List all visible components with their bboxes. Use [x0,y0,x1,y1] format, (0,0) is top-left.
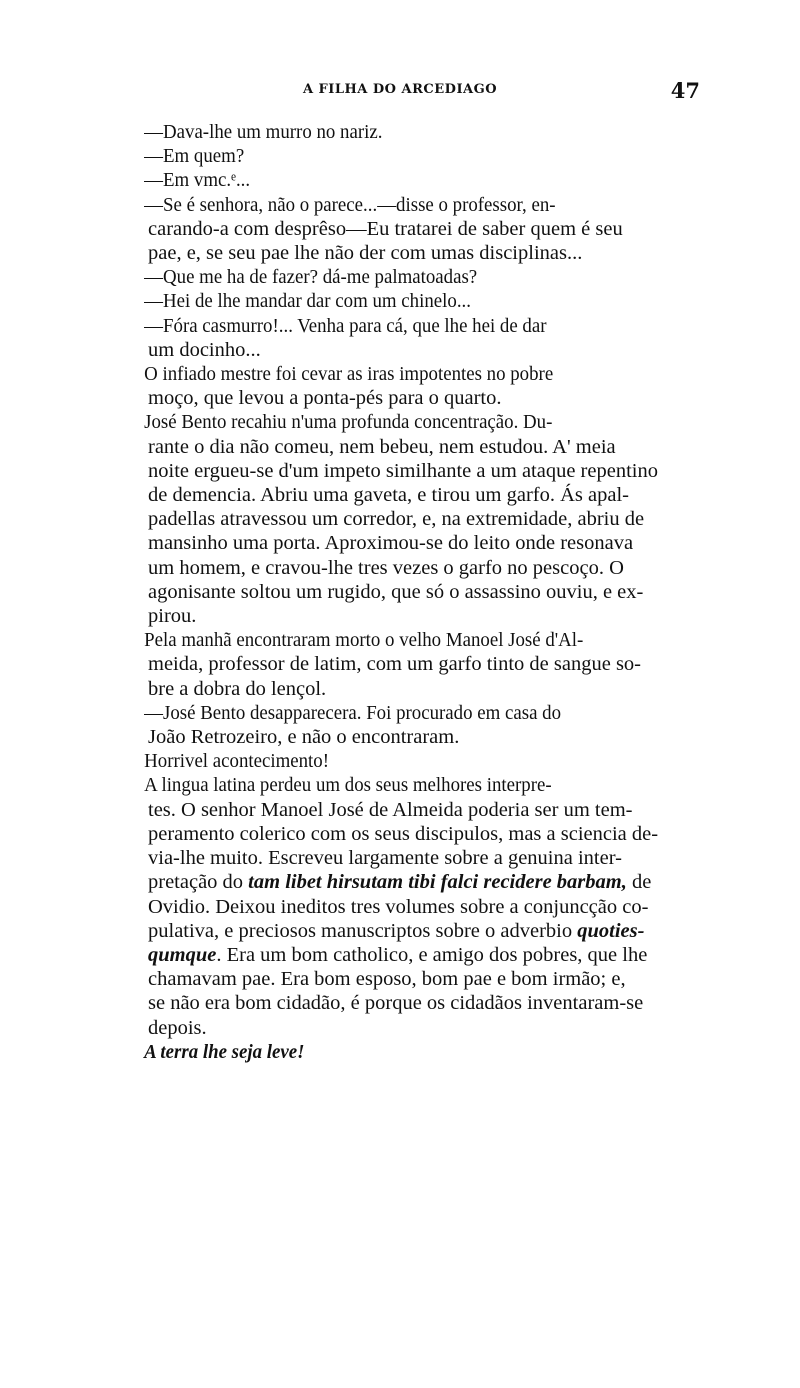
paragraph [100,628,700,701]
text-line: peramento colerico com os seus discipulos, mas a sciencia de- [148,822,659,845]
text-line: de demencia. Abriu uma gaveta, e tirou um garfo. Ás apal- [148,484,630,507]
text-line [100,919,700,943]
text-line: —Fóra casmurro!... Venha para cá, que lhe hei de dar [144,314,547,337]
text-line: pae, e, se seu pae lhe não der com umas disciplinas... [148,242,583,265]
text-line [100,943,700,967]
paragraph [100,749,700,773]
text-line: —José Bento desapparecera. Foi procurado em casa do [144,701,562,724]
text-line: bre a dobra do lençol. [148,677,327,700]
paragraph [100,193,700,266]
text-line: chamavam pae. Era bom esposo, bom pae e bom irmão; e, [148,968,626,991]
text-line: —Hei de lhe mandar dar com um chinelo... [144,290,471,313]
text-line: Ovidio. Deixou ineditos tres volumes sobre a conjuncção co- [148,895,649,918]
text-line: —Que me ha de fazer? dá-me palmatoadas? [144,266,478,289]
paragraph [100,701,700,749]
text-line: —Em vmc.ᵉ... [144,169,251,192]
paragraph [100,1040,700,1064]
text-segment: de [626,871,652,894]
text-segment: . Era um bom catholico, e amigo dos pobres, que lhe [216,943,648,966]
paragraph [100,410,700,628]
text-segment: pulativa, e preciosos manuscriptos sobre o adverbio [148,919,578,942]
text-line: João Retrozeiro, e não o encontraram. [148,726,460,749]
text-line: —Dava-lhe um murro no nariz. [144,121,383,143]
text-line: um docinho... [148,338,261,361]
text-line: pirou. [148,605,197,628]
text-line: —Se é senhora, não o parece...—disse o professor, en- [144,193,556,216]
page-number: 47 [670,78,700,103]
text-line: Horrivel acontecimento! [144,750,330,773]
text-line: agonisante soltou um rugido, que só o assassino ouviu, e ex- [148,580,644,603]
text-line: depois. [148,1016,207,1039]
text-line [100,870,700,894]
text-line: um homem, e cravou-lhe tres vezes o garfo no pescoço. O [148,556,624,579]
text-line: mansinho uma porta. Aproximou-se do leito onde resonava [148,532,634,555]
paragraph [100,362,700,410]
italic-text: tam libet hirsutam tibi falci recidere barbam, [248,871,627,894]
text-line: Pela manhã encontraram morto o velho Manoel José d'Al- [144,629,584,652]
text-line: moço, que levou a ponta-pés para o quarto. [148,387,502,410]
text-line: meida, professor de latim, com um garfo tinto de sangue so- [148,653,642,676]
paragraph [100,773,700,1039]
paragraph [100,265,700,289]
paragraph [100,168,700,192]
text-line [100,1040,652,1064]
paragraph [100,289,700,313]
running-title: A FILHA DO ARCEDIAGO [302,82,498,97]
paragraph [100,314,700,362]
text-line: padellas atravessou um corredor, e, na extremidade, abriu de [148,508,645,531]
paragraph [100,120,700,144]
italic-text: quoties- [577,919,645,942]
text-line: tes. O senhor Manoel José de Almeida poderia ser um tem- [148,798,633,821]
italic-text: A terra lhe seja leve! [144,1040,305,1063]
paragraph [100,144,700,168]
body-text [100,120,700,1064]
text-line: se não era bom cidadão, é porque os cidadãos inventaram-se [148,992,644,1015]
text-line: José Bento recahiu n'uma profunda concentração. Du- [144,411,553,434]
text-line: noite ergueu-se d'um impeto similhante a um ataque repentino [148,459,658,482]
text-line: via-lhe muito. Escreveu largamente sobre a genuina inter- [148,847,622,870]
text-segment: pretação do [148,871,249,894]
text-line: A lingua latina perdeu um dos seus melhores interpre- [144,774,552,797]
text-line: O infiado mestre foi cevar as iras impotentes no pobre [144,363,554,386]
text-line: carando-a com desprêso—Eu tratarei de saber quem é seu [148,217,623,240]
italic-text: qumque [148,943,217,966]
text-line: rante o dia não comeu, nem bebeu, nem estudou. A' meia [148,435,616,458]
text-line: —Em quem? [144,145,245,168]
page-header [100,78,700,104]
